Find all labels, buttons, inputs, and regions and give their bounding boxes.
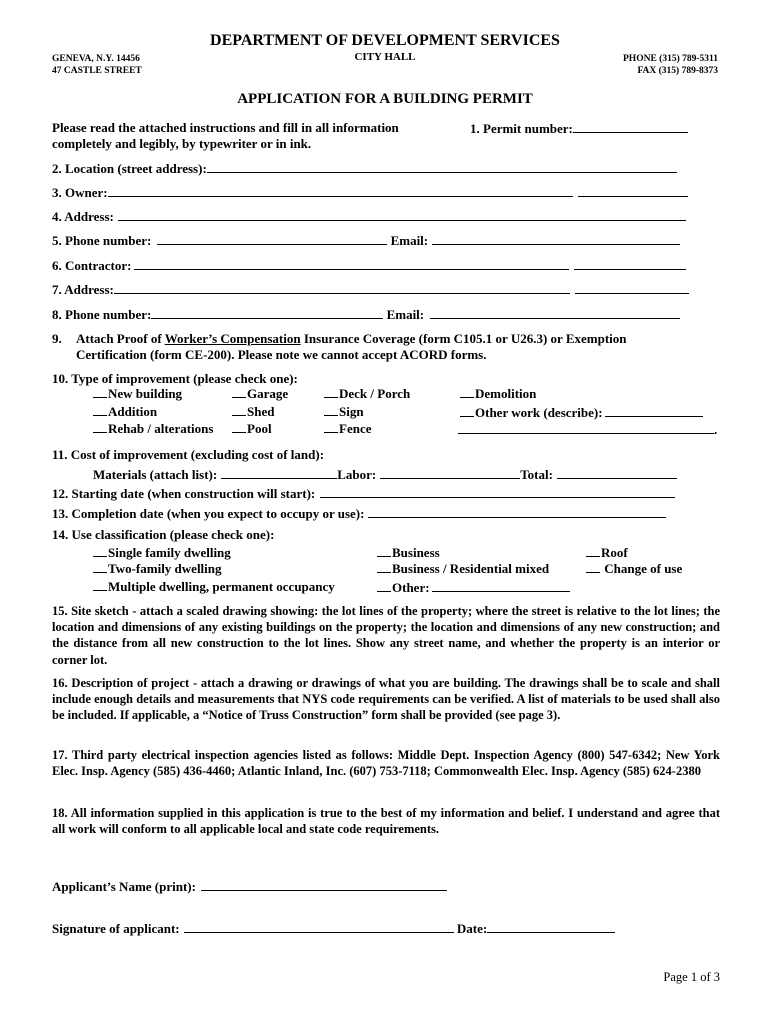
location-line[interactable] — [207, 160, 677, 173]
city-line-2: 47 CASTLE STREET — [52, 66, 142, 76]
improvement-deck[interactable] — [324, 386, 410, 402]
improvement-sign-label: Sign — [339, 404, 364, 419]
use-business[interactable] — [377, 545, 440, 561]
applicant-name-field[interactable] — [52, 878, 447, 895]
contractor-label: 6. Contractor: — [52, 258, 132, 273]
use-other-line[interactable] — [432, 579, 570, 592]
use-business-label: Business — [392, 545, 440, 560]
completion-date-line[interactable] — [368, 505, 666, 518]
email-line-1[interactable] — [432, 232, 680, 245]
location-label: 2. Location (street address): — [52, 161, 207, 176]
phone-line-2[interactable] — [151, 306, 383, 319]
use-multiple-dwelling[interactable] — [93, 579, 335, 595]
improvement-addition-label: Addition — [108, 404, 158, 419]
item-9-pre: Attach Proof of — [76, 331, 165, 346]
phone-line: PHONE (315) 789-5311 — [623, 54, 718, 64]
improvement-demolition[interactable] — [460, 386, 536, 402]
date-line[interactable] — [487, 920, 615, 933]
use-business-residential[interactable] — [377, 561, 549, 577]
item-18-paragraph: 18. All information supplied in this application is true to the best of my information and belief. I understand and agree that all work will conform to all applicable local and state code requirements. — [52, 806, 720, 837]
owner-line-2[interactable] — [578, 184, 688, 197]
item-9-number: 9. — [52, 331, 62, 346]
phone-line-1[interactable] — [157, 232, 387, 245]
improvement-fence-label: Fence — [339, 421, 372, 436]
improvement-shed-label: Shed — [247, 404, 275, 419]
cost-row[interactable] — [93, 466, 677, 483]
address-line-2b[interactable] — [575, 281, 689, 294]
labor-label: Labor: — [337, 467, 377, 482]
date-label: Date: — [456, 921, 488, 936]
starting-date-line[interactable] — [320, 485, 675, 498]
phone-field-2[interactable] — [52, 306, 680, 323]
use-multiple-dwelling-label: Multiple dwelling, permanent occupancy — [108, 579, 335, 594]
phone-field-1[interactable] — [52, 232, 680, 249]
owner-line[interactable] — [108, 184, 573, 197]
improvement-garage-label: Garage — [247, 386, 289, 401]
item-17-paragraph: 17. Third party electrical inspection agencies listed as follows: Middle Dept. Inspection Agency (800) 547-6342; New York Elec. Insp. Agency (585) 436-4460; Atlantic Inland, Inc. (607) 753-7118; Commonwealth Elec. Insp. Agency (585) 624-2380 — [52, 748, 720, 779]
use-business-residential-label: Business / Residential mixed — [392, 561, 550, 576]
improvement-rehab-label: Rehab / alterations — [108, 421, 214, 436]
location-field[interactable] — [52, 160, 677, 177]
address-label-1: 4. Address: — [52, 209, 114, 224]
use-two-family-label: Two-family dwelling — [108, 561, 222, 576]
contractor-field[interactable] — [52, 257, 686, 274]
completion-date-label: 13. Completion date (when you expect to occupy or use): — [52, 506, 365, 521]
address-field-2[interactable] — [52, 281, 689, 298]
phone-label-1: 5. Phone number: — [52, 233, 152, 248]
improvement-pool[interactable] — [232, 421, 272, 437]
signature-label: Signature of applicant: — [52, 921, 180, 936]
city-line-1: GENEVA, N.Y. 14456 — [52, 54, 140, 64]
email-label-1: Email: — [390, 233, 429, 248]
use-change-of-use-label: Change of use — [604, 561, 683, 576]
improvement-shed[interactable] — [232, 404, 274, 420]
applicant-name-line[interactable] — [201, 878, 447, 891]
improvement-other[interactable] — [460, 404, 703, 421]
address-field-1[interactable] — [52, 208, 686, 225]
use-roof[interactable] — [586, 545, 628, 561]
form-title: APPLICATION FOR A BUILDING PERMIT — [237, 91, 533, 107]
owner-label: 3. Owner: — [52, 185, 108, 200]
use-two-family[interactable] — [93, 561, 222, 577]
signature-field[interactable] — [52, 920, 615, 937]
improvement-rehab[interactable] — [93, 421, 213, 437]
starting-date-label: 12. Starting date (when construction will start): — [52, 486, 316, 501]
item-15-paragraph: 15. Site sketch - attach a scaled drawing showing: the lot lines of the property; where the street is relative to the lot lines; the location and dimensions of any existing buildings on the property; the location and dimensions of any new construction; and the distance from all new construction to the lot lines. Show any street name, and whether the property is an interior or corner lot. — [52, 604, 720, 667]
other-work-line-2[interactable] — [458, 421, 717, 438]
applicant-name-label: Applicant’s Name (print): — [52, 879, 196, 894]
labor-line[interactable] — [380, 466, 520, 479]
item-14-heading: 14. Use classification (please check one): — [52, 527, 275, 542]
improvement-fence[interactable] — [324, 421, 371, 437]
improvement-pool-label: Pool — [247, 421, 272, 436]
other-work-line[interactable] — [605, 404, 703, 417]
intro-line-1: Please read the attached instructions and fill in all information — [52, 120, 399, 135]
workers-comp-text: Worker’s Compensation — [164, 331, 301, 346]
item-16-paragraph: 16. Description of project - attach a drawing or drawings of what you are building. The drawings shall be to scale and shall include enough details and measurements that NYS code requirements can be verified. A list of materials to be used shall also be included. If applicable, a “Notice of Truss Construction” form shall be provided (see page 3). — [52, 676, 720, 723]
improvement-addition[interactable] — [93, 404, 157, 420]
permit-number-line[interactable] — [573, 120, 688, 133]
item-11-heading: 11. Cost of improvement (excluding cost of land): — [52, 447, 325, 462]
owner-field[interactable] — [52, 184, 688, 201]
improvement-other-label: Other work (describe): — [475, 405, 603, 420]
permit-number-label: 1. Permit number: — [470, 121, 573, 136]
total-label: Total: — [520, 467, 553, 482]
completion-date-field[interactable] — [52, 505, 666, 522]
use-change-of-use[interactable] — [586, 561, 682, 577]
use-single-family-label: Single family dwelling — [108, 545, 231, 560]
item-9-line-1 — [76, 331, 627, 347]
department-title: DEPARTMENT OF DEVELOPMENT SERVICES — [210, 32, 560, 49]
email-line-2[interactable] — [430, 306, 680, 319]
phone-label-2: 8. Phone number: — [52, 307, 152, 322]
materials-line[interactable] — [221, 466, 337, 479]
address-label-2: 7. Address: — [52, 282, 114, 297]
total-line[interactable] — [557, 466, 677, 479]
materials-label: Materials (attach list): — [93, 467, 218, 482]
permit-number-field[interactable] — [470, 120, 688, 137]
item-9-line-2: Certification (form CE-200). Please note we cannot accept ACORD forms. — [76, 347, 487, 362]
address-line-1[interactable] — [118, 208, 686, 221]
improvement-garage[interactable] — [232, 386, 288, 402]
intro-line-2: completely and legibly, by typewriter or in ink. — [52, 136, 312, 151]
item-10-heading: 10. Type of improvement (please check one): — [52, 371, 298, 386]
improvement-demolition-label: Demolition — [475, 386, 537, 401]
use-roof-label: Roof — [601, 545, 628, 560]
improvement-sign[interactable] — [324, 404, 364, 420]
use-other[interactable] — [377, 579, 570, 596]
improvement-deck-label: Deck / Porch — [339, 386, 411, 401]
contractor-line[interactable] — [134, 257, 569, 270]
city-hall-label: CITY HALL — [354, 51, 416, 63]
email-label-2: Email: — [386, 307, 425, 322]
use-other-label: Other: — [392, 580, 430, 595]
use-single-family[interactable] — [93, 545, 231, 561]
fax-line: FAX (315) 789-8373 — [637, 66, 718, 76]
page-number: Page 1 of 3 — [663, 970, 720, 984]
improvement-new-building-label: New building — [108, 386, 183, 401]
contractor-line-2[interactable] — [574, 257, 686, 270]
signature-line[interactable] — [184, 920, 454, 933]
other-work-period: . — [714, 422, 718, 437]
address-line-2[interactable] — [114, 281, 570, 294]
starting-date-field[interactable] — [52, 485, 675, 502]
item-9-post: Insurance Coverage (form C105.1 or U26.3) or Exemption — [300, 331, 627, 346]
improvement-new-building[interactable] — [93, 386, 182, 402]
